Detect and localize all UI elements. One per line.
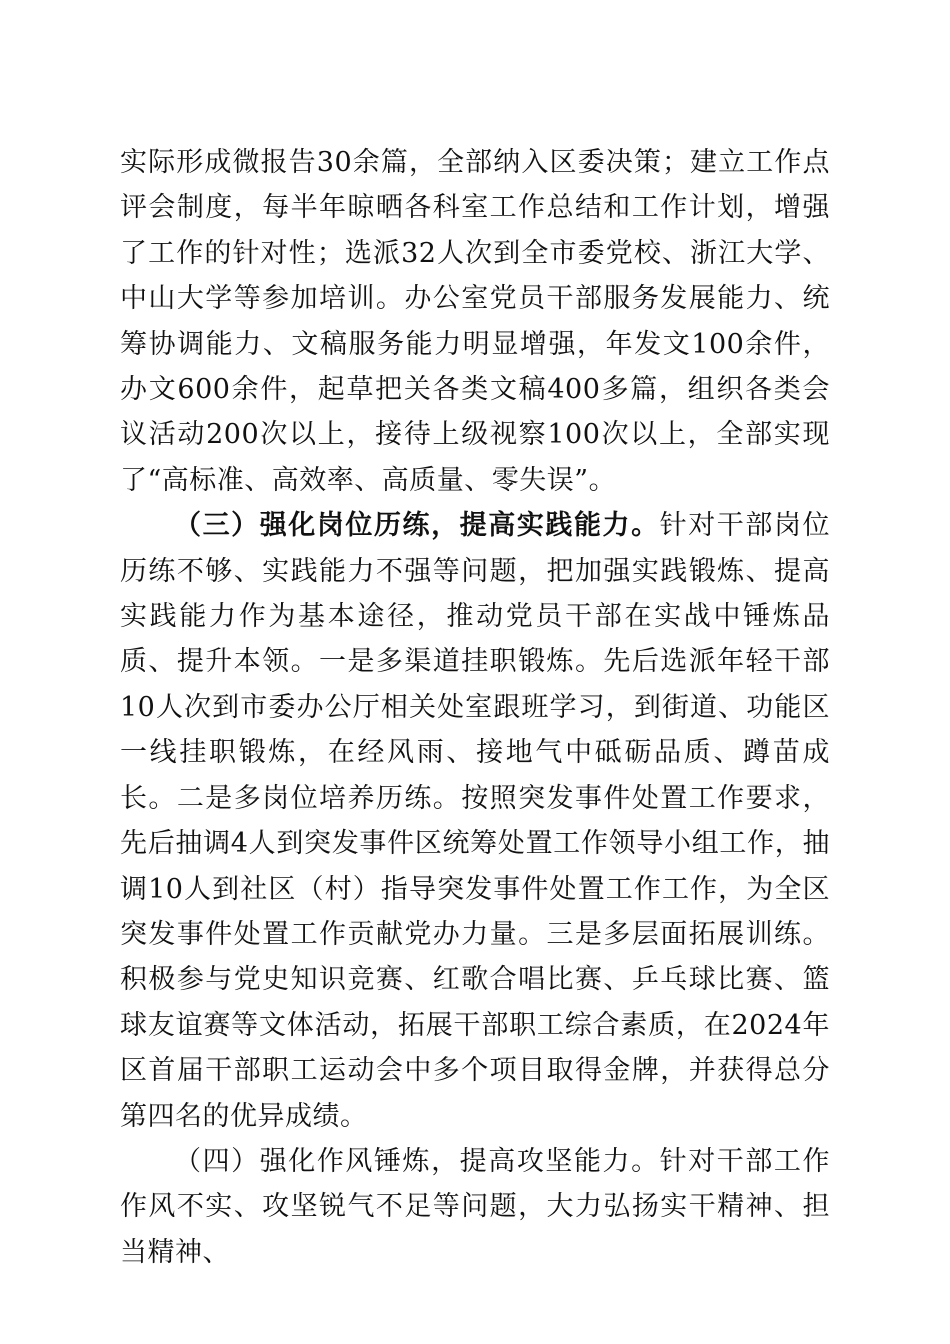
paragraph-1-text: 实际形成微报告30余篇，全部纳入区委决策；建立工作点评会制度，每半年晾晒各科室工作总结和工作计划，增强了工作的针对性；选派32人次到全市委党校、浙江大学、中山大学等参加培训。办公室党员干部服务发展能力、统筹协调能力、文稿服务能力明显增强，年发文100余件，办文600余件，起草把关各类文稿400多篇，组织各类会议活动200次以上，接待上级视察100次以上，全部实现了“高标准、高效率、高质量、零失误”。	[120, 147, 830, 496]
document-body	[120, 140, 830, 1275]
paragraph-1	[120, 140, 830, 503]
paragraph-2	[120, 503, 830, 1139]
paragraph-2-text: 针对干部岗位历练不够、实践能力不强等问题，把加强实践锻炼、提高实践能力作为基本途径，推动党员干部在实战中锤炼品质、提升本领。一是多渠道挂职锻炼。先后选派年轻干部10人次到市委办公厅相关处室跟班学习，到街道、功能区一线挂职锻炼，在经风雨、接地气中砥砺品质、蹲苗成长。二是多岗位培养历练。按照突发事件处置工作要求，先后抽调4人到突发事件区统筹处置工作领导小组工作，抽调10人到社区（村）指导突发事件处置工作工作，为全区突发事件处置工作贡献党办力量。三是多层面拓展训练。积极参与党史知识竞赛、红歌合唱比赛、乒乓球比赛、篮球友谊赛等文体活动，拓展干部职工综合素质，在2024年区首届干部职工运动会中多个项目取得金牌，并获得总分第四名的优异成绩。	[120, 510, 831, 1132]
paragraph-3-text: （四）强化作风锤炼，提高攻坚能力。针对干部工作作风不实、攻坚锐气不足等问题，大力弘扬实干精神、担当精神、	[120, 1145, 830, 1268]
paragraph-3	[120, 1139, 830, 1275]
section-3-heading: （三）强化岗位历练，提高实践能力。	[174, 510, 660, 542]
